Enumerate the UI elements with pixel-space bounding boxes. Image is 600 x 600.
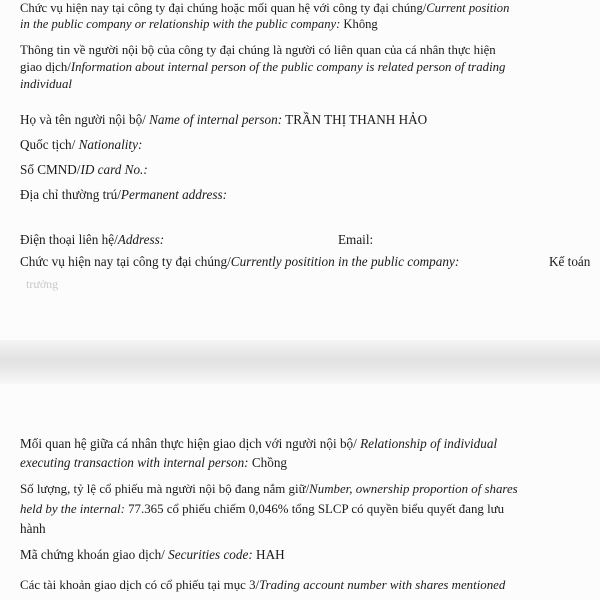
phone-line: Điện thoại liên hệ/Address: <box>20 232 165 247</box>
relationship-line-2: executing transaction with internal person: Chồng <box>20 455 288 470</box>
internal-info-line-1: Thông tin về người nội bộ của công ty đại chúng là người có liên quan của cá nhân thực hiện <box>20 43 496 57</box>
trading-accounts-line: Các tài khoản giao dịch có cổ phiếu tại mục 3/Trading account number with shares mentioned <box>20 578 506 592</box>
nationality-line: Quốc tịch/ Nationality: <box>20 137 143 152</box>
position-value: Kế toán <box>549 254 591 269</box>
current-position-line-2: in the public company or relationship with the public company: Không <box>20 17 378 31</box>
internal-name-line: Họ và tên người nội bộ/ Name of internal person: TRẦN THỊ THANH HẢO <box>20 112 428 127</box>
shares-held-line-3: hành <box>20 521 46 536</box>
faded-text: trưởng <box>26 277 59 291</box>
internal-info-line-2: giao dịch/Information about internal person of the public company is related person of trading <box>20 60 506 74</box>
document-page-bottom <box>0 384 600 600</box>
id-card-line: Số CMND/ID card No.: <box>20 162 148 177</box>
current-position-line-1: Chức vụ hiện nay tại công ty đại chúng hoặc mối quan hệ với công ty đại chúng/Current position <box>20 1 510 15</box>
shares-held-line-1: Số lượng, tỷ lệ cổ phiếu mà người nội bộ đang nắm giữ/Number, ownership proportion of shares <box>20 482 518 496</box>
permanent-address-line: Địa chỉ thường trú/Permanent address: <box>20 187 228 202</box>
shares-held-line-2: held by the internal: 77.365 cổ phiếu chiếm 0,046% tổng SLCP có quyền biểu quyết đang lưu <box>20 502 505 516</box>
current-position-public-company-line: Chức vụ hiện nay tại công ty đại chúng/Currently positition in the public company: <box>20 254 460 269</box>
relationship-line-1: Mối quan hệ giữa cá nhân thực hiện giao dịch với người nội bộ/ Relationship of individual <box>20 436 498 451</box>
page-separator <box>0 340 600 384</box>
email-label: Email: <box>338 232 374 247</box>
internal-info-line-3: individual <box>20 77 72 91</box>
securities-code-line: Mã chứng khoán giao dịch/ Securities code: HAH <box>20 547 285 562</box>
